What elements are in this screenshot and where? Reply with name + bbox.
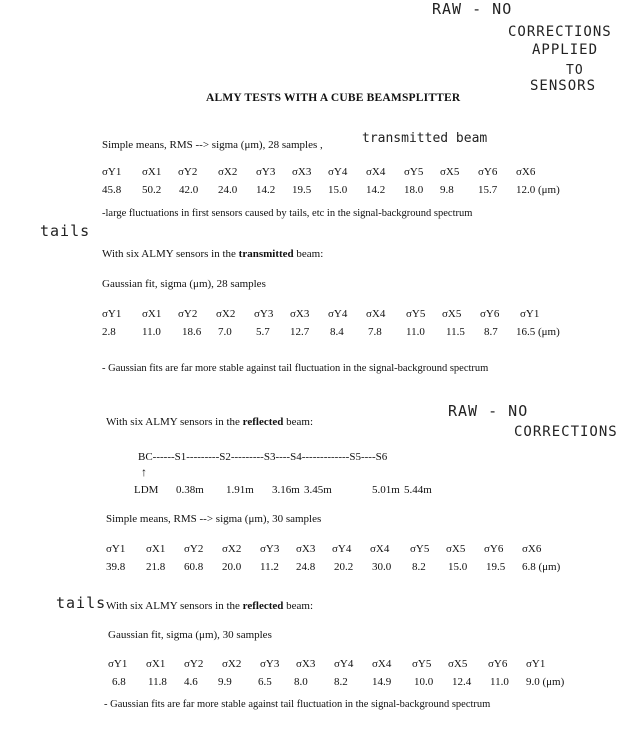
s3-value: 30.0 xyxy=(372,561,392,573)
s1-label: σX1 xyxy=(142,166,162,178)
s3-label: σY1 xyxy=(106,543,126,555)
s3-label: σY6 xyxy=(484,543,504,555)
s1-label: σX4 xyxy=(366,166,386,178)
s4-label: σX2 xyxy=(222,658,242,670)
s1-value: 50.2 xyxy=(142,184,162,196)
s3-value: 11.2 xyxy=(260,561,279,573)
s4-value: 4.6 xyxy=(184,676,198,688)
s4-value: 11.0 xyxy=(490,676,509,688)
distance-value: 0.38m xyxy=(176,484,204,496)
s2-value: 8.4 xyxy=(330,326,344,338)
s3-value: 20.2 xyxy=(334,561,354,573)
s2-label: σY2 xyxy=(178,308,198,320)
s2-value: 18.6 xyxy=(182,326,202,338)
s2-value: 7.8 xyxy=(368,326,382,338)
s2-value: 16.5 (μm) xyxy=(516,326,560,338)
s2-value: 8.7 xyxy=(484,326,498,338)
s4-value: 10.0 xyxy=(414,676,434,688)
s1-value: 12.0 (μm) xyxy=(516,184,560,196)
s4-intro-bold: reflected xyxy=(242,600,284,612)
s4-note: - Gaussian fits are far more stable against tail fluctuation in the signal-background spectrum xyxy=(104,699,491,710)
handwritten-note-to: TO xyxy=(566,63,584,78)
s1-value: 9.8 xyxy=(440,184,454,196)
s4-value: 6.5 xyxy=(258,676,272,688)
s2-label: σY1 xyxy=(102,308,122,320)
handwritten-tails-2: tails xyxy=(56,594,107,612)
s4-label: σX4 xyxy=(372,658,392,670)
s3-label: σX1 xyxy=(146,543,166,555)
s1-value: 42.0 xyxy=(179,184,199,196)
handwritten-note-corrections-mid: CORRECTIONS xyxy=(514,424,618,440)
s3-label: σX2 xyxy=(222,543,242,555)
s4-label-row xyxy=(0,658,638,672)
s3-value: 6.8 (μm) xyxy=(522,561,561,573)
s3-label: σX4 xyxy=(370,543,390,555)
s2-label: σX2 xyxy=(216,308,236,320)
s1-label: σY3 xyxy=(256,166,276,178)
s1-label: σX5 xyxy=(440,166,460,178)
s3-value: 39.8 xyxy=(106,561,126,573)
s3-label: σX6 xyxy=(522,543,542,555)
ldm-arrow-icon: ↑ xyxy=(141,465,147,479)
s1-label: σX3 xyxy=(292,166,312,178)
s4-intro-post: beam: xyxy=(283,600,314,612)
s2-intro-bold: transmitted xyxy=(238,248,294,260)
s2-label: σX5 xyxy=(442,308,462,320)
distance-value: 5.44m xyxy=(404,484,432,496)
handwritten-transmitted-beam: transmitted beam xyxy=(362,131,488,146)
s4-label: σX1 xyxy=(146,658,166,670)
s4-label: σX5 xyxy=(448,658,468,670)
s2-label: σY6 xyxy=(480,308,500,320)
s1-value: 24.0 xyxy=(218,184,238,196)
s3-value: 60.8 xyxy=(184,561,204,573)
s4-value: 14.9 xyxy=(372,676,392,688)
s1-heading: Simple means, RMS --> sigma (μm), 28 samples , xyxy=(102,139,323,151)
s4-label: σY4 xyxy=(334,658,354,670)
s1-value: 15.0 xyxy=(328,184,348,196)
s2-note: - Gaussian fits are far more stable against tail fluctuation in the signal-background spectrum xyxy=(102,363,489,374)
s1-label: σY5 xyxy=(404,166,424,178)
s3-value: 24.8 xyxy=(296,561,316,573)
s1-value: 15.7 xyxy=(478,184,498,196)
s4-intro xyxy=(106,600,313,612)
s3-intro-bold: reflected xyxy=(242,416,284,428)
s2-value: 12.7 xyxy=(290,326,310,338)
s2-label: σY5 xyxy=(406,308,426,320)
s1-value: 18.0 xyxy=(404,184,424,196)
distance-value: 1.91m xyxy=(226,484,254,496)
s4-intro-pre: With six ALMY sensors in the xyxy=(106,600,243,612)
handwritten-tails-1: tails xyxy=(40,222,91,240)
s2-label: σX1 xyxy=(142,308,162,320)
s3-label-row xyxy=(0,543,638,557)
s2-intro-post: beam: xyxy=(293,248,324,260)
s2-value: 2.8 xyxy=(102,326,116,338)
s4-value: 11.8 xyxy=(148,676,167,688)
s3-label: σY5 xyxy=(410,543,430,555)
s1-label: σY4 xyxy=(328,166,348,178)
handwritten-note-raw-top: RAW - NO xyxy=(432,0,513,18)
document-title: ALMY TESTS WITH A CUBE BEAMSPLITTER xyxy=(206,92,461,104)
distance-value: 5.01m xyxy=(372,484,400,496)
s4-label: σY6 xyxy=(488,658,508,670)
s2-label: σY1 xyxy=(520,308,540,320)
s4-value: 12.4 xyxy=(452,676,472,688)
s1-value: 45.8 xyxy=(102,184,122,196)
s1-value: 14.2 xyxy=(256,184,276,196)
s1-label: σY2 xyxy=(178,166,198,178)
s1-value-row xyxy=(0,184,638,198)
s2-label: σX4 xyxy=(366,308,386,320)
s3-label: σX3 xyxy=(296,543,316,555)
s2-intro xyxy=(102,248,323,260)
s3-value: 21.8 xyxy=(146,561,166,573)
s3-intro-pre: With six ALMY sensors in the xyxy=(106,416,243,428)
s2-label: σY4 xyxy=(328,308,348,320)
s2-label: σX3 xyxy=(290,308,310,320)
s1-label-row xyxy=(0,166,638,180)
ldm-label: LDM xyxy=(134,484,159,496)
s4-label: σY5 xyxy=(412,658,432,670)
s2-value: 7.0 xyxy=(218,326,232,338)
s4-label: σY1 xyxy=(526,658,546,670)
distance-row xyxy=(0,484,638,498)
s1-note: -large fluctuations in first sensors caused by tails, etc in the signal-background spectrum xyxy=(102,208,473,219)
s4-value: 6.8 xyxy=(112,676,126,688)
s3-value: 15.0 xyxy=(448,561,468,573)
s3-heading: Simple means, RMS --> sigma (μm), 30 samples xyxy=(106,513,322,525)
s4-value: 8.0 xyxy=(294,676,308,688)
handwritten-note-raw-mid: RAW - NO xyxy=(448,402,529,420)
s4-label: σY2 xyxy=(184,658,204,670)
s4-label: σX3 xyxy=(296,658,316,670)
s1-label: σX2 xyxy=(218,166,238,178)
s1-label: σY6 xyxy=(478,166,498,178)
s2-heading: Gaussian fit, sigma (μm), 28 samples xyxy=(102,278,266,290)
s3-value: 8.2 xyxy=(412,561,426,573)
distance-value: 3.16m xyxy=(272,484,300,496)
s2-value: 5.7 xyxy=(256,326,270,338)
handwritten-note-applied: APPLIED xyxy=(532,42,599,58)
s1-label: σY1 xyxy=(102,166,122,178)
s3-intro-post: beam: xyxy=(283,416,314,428)
s2-intro-pre: With six ALMY sensors in the xyxy=(102,248,239,260)
s2-value-row xyxy=(0,326,638,340)
handwritten-note-corrections-top: CORRECTIONS xyxy=(508,24,612,40)
s3-label: σX5 xyxy=(446,543,466,555)
s4-value: 9.0 (μm) xyxy=(526,676,565,688)
s1-value: 19.5 xyxy=(292,184,312,196)
s2-label: σY3 xyxy=(254,308,274,320)
sensor-layout-line: BC------S1---------S2---------S3----S4-------------S5----S6 xyxy=(138,451,388,463)
s1-value: 14.2 xyxy=(366,184,386,196)
s2-value: 11.0 xyxy=(406,326,425,338)
s4-value-row xyxy=(0,676,638,690)
s4-value: 8.2 xyxy=(334,676,348,688)
s3-intro xyxy=(106,416,313,428)
s4-heading: Gaussian fit, sigma (μm), 30 samples xyxy=(108,629,272,641)
s3-label: σY3 xyxy=(260,543,280,555)
handwritten-note-sensors: SENSORS xyxy=(530,78,597,94)
s2-value: 11.0 xyxy=(142,326,161,338)
s2-value: 11.5 xyxy=(446,326,465,338)
s3-label: σY2 xyxy=(184,543,204,555)
distance-value: 3.45m xyxy=(304,484,332,496)
s1-label: σX6 xyxy=(516,166,536,178)
s4-label: σY3 xyxy=(260,658,280,670)
s3-value-row xyxy=(0,561,638,575)
s4-value: 9.9 xyxy=(218,676,232,688)
s3-value: 20.0 xyxy=(222,561,242,573)
s3-value: 19.5 xyxy=(486,561,506,573)
s4-label: σY1 xyxy=(108,658,128,670)
s3-label: σY4 xyxy=(332,543,352,555)
s2-label-row xyxy=(0,308,638,322)
